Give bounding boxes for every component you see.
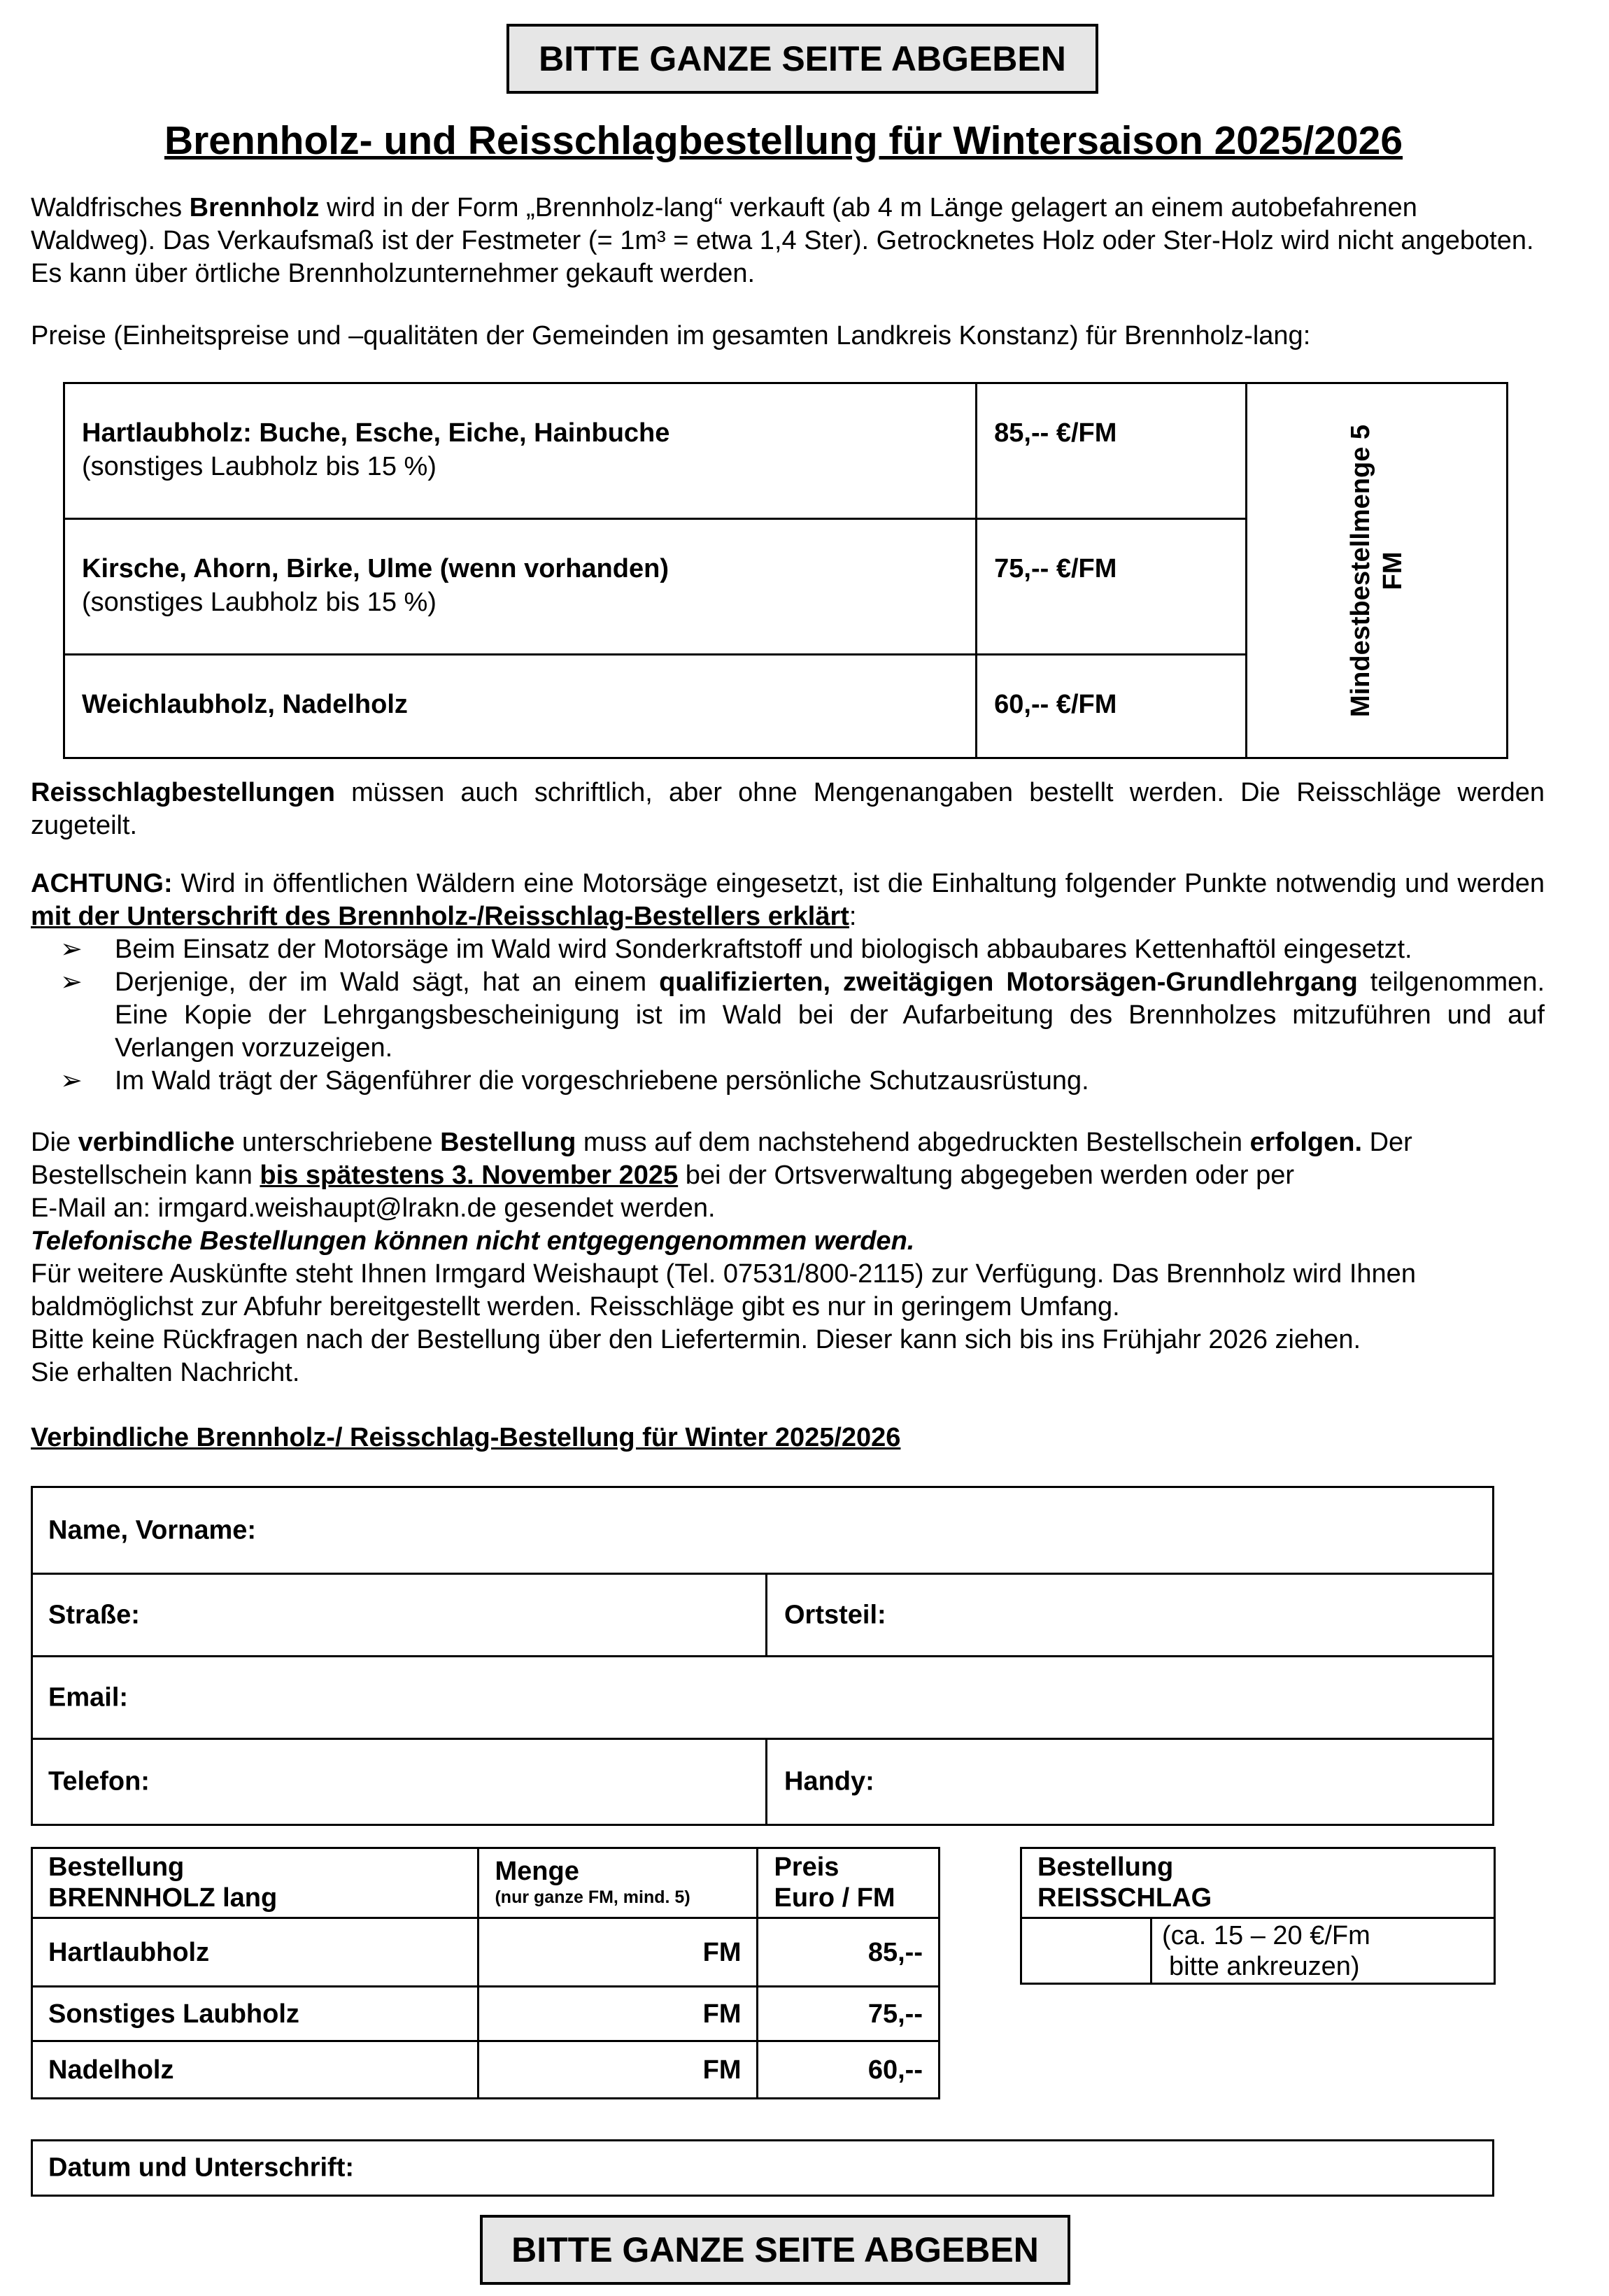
order-info-s5: muss auf dem nachstehend abgedruckten Bestellschein xyxy=(576,1128,1250,1157)
order-head-qty-l1: Menge xyxy=(495,1857,579,1886)
order-head-item-l2: BRENNHOLZ lang xyxy=(48,1883,278,1913)
page-title: Brennholz- und Reisschlagbestellung für Wintersaison 2025/2026 xyxy=(164,118,1403,163)
price-row-2-note: (sonstiges Laubholz bis 15 %) xyxy=(82,588,437,617)
bullet-text-2 xyxy=(115,966,1545,1065)
name-label: Name, Vorname: xyxy=(48,1515,257,1545)
order-info xyxy=(31,1126,1545,1389)
price-row-1-note: (sonstiges Laubholz bis 15 %) xyxy=(82,452,437,481)
price-row-3-name: Weichlaubholz, Nadelholz xyxy=(82,690,408,719)
order-info-s9: bei der Ortsverwaltung abgegeben werden oder per xyxy=(678,1161,1295,1190)
mobile-label: Handy: xyxy=(784,1766,874,1797)
intro-text-2: wird in der Form „Brennholz-lang“ verkauft (ab 4 m Länge gelagert an einem autobefahrenen Waldweg). Das Verkaufsmaß ist der Festmeter (= 1m³ = etwa 1,4 Ster). Getrocknetes Holz oder Ster-Holz wird nicht angeboten. Es kann über örtliche Brennholzunternehmer gekauft werden. xyxy=(31,193,1534,288)
order-info-s1: Die xyxy=(31,1128,78,1157)
order-head-price xyxy=(758,1848,940,1918)
reisschlag-order-table xyxy=(1020,1847,1496,1985)
order-row-3-price: 60,-- xyxy=(758,2041,940,2099)
order-info-notice: Sie erhalten Nachricht. xyxy=(31,1358,300,1387)
min-order-text xyxy=(1345,424,1409,716)
reis-note-l2: bitte ankreuzen) xyxy=(1169,1951,1360,1981)
reisschlag-bold: Reisschlagbestellungen xyxy=(31,778,336,807)
order-row-3-label: Nadelholz xyxy=(32,2041,479,2099)
order-row-1-price: 85,-- xyxy=(758,1918,940,1987)
district-field[interactable] xyxy=(767,1575,1492,1655)
mobile-field[interactable] xyxy=(767,1740,1492,1824)
order-row-1-label: Hartlaubholz xyxy=(32,1918,479,1987)
order-info-line-1 xyxy=(31,1126,1545,1192)
min-order-line-2: FM xyxy=(1377,551,1408,590)
banner-bottom: BITTE GANZE SEITE ABGEBEN xyxy=(480,2215,1070,2285)
contact-form xyxy=(31,1486,1494,1826)
reis-head-l1: Bestellung xyxy=(1037,1852,1174,1882)
phone-note-text: Telefonische Bestellungen können nicht entgegengenommen werden. xyxy=(31,1226,915,1256)
name-row[interactable] xyxy=(33,1488,1492,1575)
min-order-cell xyxy=(1246,383,1507,758)
bullet-2-b: qualifizierten, zweitägigen Motorsägen-Grundlehrgang xyxy=(659,968,1358,997)
price-table xyxy=(63,382,1508,759)
arrow-bullet-icon: ➢ xyxy=(60,935,83,964)
reis-head-l2: REISSCHLAG xyxy=(1037,1883,1212,1913)
price-row-2-price: 75,-- €/FM xyxy=(977,519,1247,655)
email-label: Email: xyxy=(48,1682,129,1712)
intro-text-1: Waldfrisches xyxy=(31,193,190,222)
order-info-s6: erfolgen. xyxy=(1249,1128,1363,1157)
order-info-s2: verbindliche xyxy=(78,1128,235,1157)
bullet-list xyxy=(31,933,1545,1098)
order-row xyxy=(32,1987,940,2041)
reis-head xyxy=(1021,1848,1495,1918)
order-head-item xyxy=(32,1848,479,1918)
order-head-price-l2: Euro / FM xyxy=(774,1883,895,1913)
price-row-3-price: 60,-- €/FM xyxy=(977,655,1247,758)
reisschlag-text: müssen auch schriftlich, aber ohne Mengenangaben bestellt werden. Die Reisschläge werden zugeteilt. xyxy=(31,778,1545,840)
phone-row xyxy=(33,1740,1492,1824)
reis-note-l1: (ca. 15 – 20 €/Fm xyxy=(1162,1920,1370,1950)
banner-top: BITTE GANZE SEITE ABGEBEN xyxy=(506,24,1098,94)
order-row xyxy=(32,2041,940,2099)
reisschlag-paragraph xyxy=(31,777,1545,842)
price-row-2-desc xyxy=(64,519,977,655)
price-row-1-price: 85,-- €/FM xyxy=(977,383,1247,519)
price-row-3-desc xyxy=(64,655,977,758)
street-label: Straße: xyxy=(48,1600,140,1629)
bullet-2-c: teilgenommen. Eine Kopie der Lehrgangsbescheinigung ist im Wald bei der Aufarbeitung des Brennholzes mitzuführen und auf Verlangen vorzuzeigen. xyxy=(115,968,1545,1063)
order-info-deadline: bis spätestens 3. November 2025 xyxy=(260,1161,679,1190)
intro-paragraph xyxy=(31,192,1545,290)
signature-label: Datum und Unterschrift: xyxy=(48,2153,354,2183)
order-head-qty xyxy=(479,1848,758,1918)
order-row-2-label: Sonstiges Laubholz xyxy=(32,1987,479,2041)
brennholz-order-table xyxy=(31,1847,940,2099)
street-row xyxy=(33,1575,1492,1657)
price-row-1-name: Hartlaubholz: Buche, Esche, Eiche, Hainbuche xyxy=(82,418,670,448)
order-info-delivery: Bitte keine Rückfragen nach der Bestellung über den Liefertermin. Dieser kann sich bis ins Frühjahr 2026 ziehen. xyxy=(31,1325,1361,1354)
order-info-s3: unterschriebene xyxy=(234,1128,441,1157)
achtung-end: : xyxy=(849,902,857,931)
achtung-underlined: mit der Unterschrift des Brennholz-/Reisschlag-Bestellers erklärt xyxy=(31,902,849,931)
bullet-item-3 xyxy=(31,1065,1545,1098)
form-heading: Verbindliche Brennholz-/ Reisschlag-Bestellung für Winter 2025/2026 xyxy=(31,1423,901,1452)
arrow-bullet-icon: ➢ xyxy=(60,1066,83,1096)
achtung-label: ACHTUNG: xyxy=(31,869,173,898)
signature-field[interactable] xyxy=(31,2139,1494,2197)
order-row-2-price: 75,-- xyxy=(758,1987,940,2041)
phone-field[interactable] xyxy=(33,1740,767,1824)
district-label: Ortsteil: xyxy=(784,1600,886,1629)
order-head-item-l1: Bestellung xyxy=(48,1852,185,1882)
bullet-text-1: Beim Einsatz der Motorsäge im Wald wird Sonderkraftstoff und biologisch abbaubares Kettenhaftöl eingesetzt. xyxy=(115,935,1412,964)
bullet-item-1 xyxy=(31,933,1545,966)
order-info-email-line: E-Mail an: irmgard.weishaupt@lrakn.de gesendet werden. xyxy=(31,1193,716,1223)
order-row-2-qty[interactable]: FM xyxy=(479,1987,758,2041)
order-head-price-l1: Preis xyxy=(774,1852,839,1882)
bullet-2-a: Derjenige, der im Wald sägt, hat an einem xyxy=(115,968,660,997)
reis-note xyxy=(1151,1918,1495,1984)
bullet-text-3: Im Wald trägt der Sägenführer die vorgeschriebene persönliche Schutzausrüstung. xyxy=(115,1066,1089,1096)
order-info-s4: Bestellung xyxy=(440,1128,576,1157)
street-field[interactable] xyxy=(33,1575,767,1655)
min-order-line-1: Mindestbestellmenge 5 xyxy=(1345,424,1375,717)
bullet-item-2 xyxy=(31,966,1545,1065)
arrow-bullet-icon: ➢ xyxy=(60,968,83,997)
price-row-1-desc xyxy=(64,383,977,519)
order-head-qty-l2: (nur ganze FM, mind. 5) xyxy=(495,1887,690,1907)
email-row[interactable] xyxy=(33,1657,1492,1740)
achtung-text: Wird in öffentlichen Wäldern eine Motorsäge eingesetzt, ist die Einhaltung folgender Punkte notwendig und werden xyxy=(172,869,1545,898)
phone-label: Telefon: xyxy=(48,1766,150,1797)
price-row-2-name: Kirsche, Ahorn, Birke, Ulme (wenn vorhanden) xyxy=(82,554,669,583)
order-row-3-qty[interactable]: FM xyxy=(479,2041,758,2099)
reis-checkbox[interactable] xyxy=(1021,1918,1151,1984)
phone-note xyxy=(31,1225,1545,1258)
order-row xyxy=(32,1918,940,1987)
order-info-s7: Der Bestellschein kann xyxy=(31,1128,1412,1190)
achtung-paragraph xyxy=(31,867,1545,933)
intro-brennholz: Brennholz xyxy=(189,193,320,222)
order-info-contact: Für weitere Auskünfte steht Ihnen Irmgard Weishaupt (Tel. 07531/800-2115) zur Verfügung. Das Brennholz wird Ihnen baldmöglichst zur Abfuhr bereitgestellt werden. Reisschläge gibt es nur in geringem Umfang. xyxy=(31,1259,1416,1321)
order-row-1-qty[interactable]: FM xyxy=(479,1918,758,1987)
prices-intro: Preise (Einheitspreise und –qualitäten der Gemeinden im gesamten Landkreis Konstanz) für Brennholz-lang: xyxy=(31,321,1311,350)
